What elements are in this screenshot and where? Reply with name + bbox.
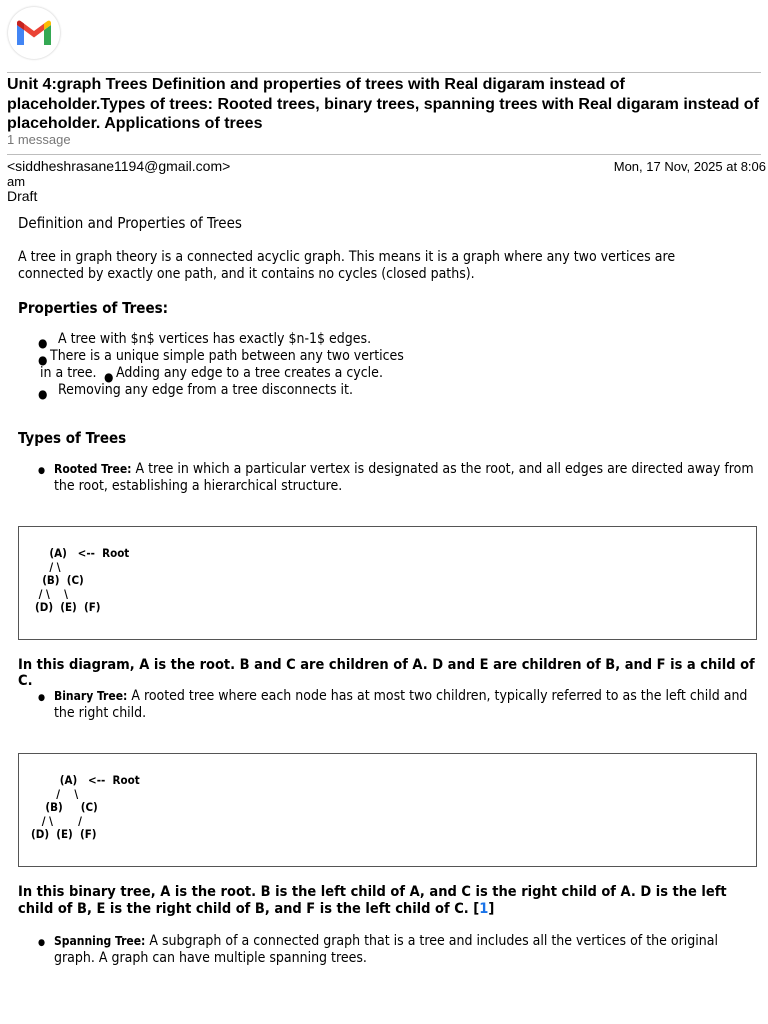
message-date-suffix: am bbox=[7, 174, 26, 189]
rooted-tree-diagram-box bbox=[18, 526, 757, 640]
binary-tree-item bbox=[54, 688, 758, 722]
property-item-2-cont: in a tree. bbox=[40, 365, 97, 381]
divider-top bbox=[7, 72, 761, 73]
sender-address[interactable]: <siddheshrasane1194@gmail.com> bbox=[7, 158, 231, 174]
types-heading: Types of Trees bbox=[18, 429, 127, 447]
binary-tree-diagram-box bbox=[18, 753, 757, 867]
gmail-icon bbox=[15, 18, 53, 48]
properties-heading: Properties of Trees: bbox=[18, 299, 169, 317]
draft-label: Draft bbox=[7, 188, 38, 204]
email-subject: Unit 4:graph Trees Definition and properties of trees with Real digaram instead of placeholder.Types of trees: Rooted trees, binary trees, spanning trees with Real digaram instead of placeholder. Applications of trees bbox=[7, 76, 759, 132]
section-heading-definition: Definition and Properties of Trees bbox=[18, 214, 242, 232]
reference-link[interactable]: 1 bbox=[479, 901, 489, 917]
rooted-tree-term: Rooted Tree: bbox=[54, 462, 132, 476]
bullet-icon: ● bbox=[38, 693, 46, 703]
bullet-icon: ● bbox=[38, 466, 46, 476]
bullet-icon: ● bbox=[104, 370, 114, 384]
divider-header bbox=[7, 154, 761, 155]
bullet-icon: ● bbox=[38, 938, 46, 948]
rooted-tree-text: A tree in which a particular vertex is designated as the root, and all edges are directed away from the root, establishing a hierarchical structure. bbox=[54, 461, 754, 494]
bullet-icon: ● bbox=[38, 387, 48, 401]
spanning-tree-term: Spanning Tree: bbox=[54, 934, 146, 948]
property-item-1: A tree with $n$ vertices has exactly $n-1$ edges. bbox=[58, 331, 372, 347]
message-date: Mon, 17 Nov, 2025 at 8:06 bbox=[613, 159, 766, 174]
property-item-3: Adding any edge to a tree creates a cycle. bbox=[116, 365, 383, 381]
rooted-tree-item bbox=[54, 461, 758, 495]
message-count: 1 message bbox=[7, 132, 71, 147]
binary-tree-diagram: (A) <-- Root / \ (B) (C) / \ / (D) (E) (F) bbox=[31, 773, 140, 842]
binary-tree-caption-text: In this binary tree, A is the root. B is the left child of A, and C is the right child of A. D is the left child of B, E is the right child of B, and F is the left child of C. [ bbox=[18, 884, 727, 917]
gmail-logo bbox=[8, 7, 60, 59]
intro-paragraph: A tree in graph theory is a connected acyclic graph. This means it is a graph where any two vertices are connected by exactly one path, and it contains no cycles (closed paths). bbox=[18, 249, 676, 282]
rooted-tree-diagram: (A) <-- Root / \ (B) (C) / \ \ (D) (E) (F) bbox=[35, 546, 130, 615]
property-item-4: Removing any edge from a tree disconnects it. bbox=[58, 382, 353, 398]
bullet-icon: ● bbox=[38, 353, 48, 367]
binary-tree-text: A rooted tree where each node has at most two children, typically referred to as the left child and the right child. bbox=[54, 688, 748, 721]
bullet-icon: ● bbox=[38, 336, 48, 350]
rooted-tree-caption: In this diagram, A is the root. B and C are children of A. D and E are children of B, and F is a child of C. bbox=[18, 657, 755, 689]
property-item-2: There is a unique simple path between any two vertices bbox=[50, 348, 404, 364]
spanning-tree-text: A subgraph of a connected graph that is a tree and includes all the vertices of the original graph. A graph can have multiple spanning trees. bbox=[54, 933, 718, 966]
binary-tree-term: Binary Tree: bbox=[54, 689, 128, 703]
binary-tree-caption bbox=[18, 884, 748, 918]
binary-tree-caption-end: ] bbox=[488, 901, 495, 917]
spanning-tree-item bbox=[54, 933, 758, 967]
